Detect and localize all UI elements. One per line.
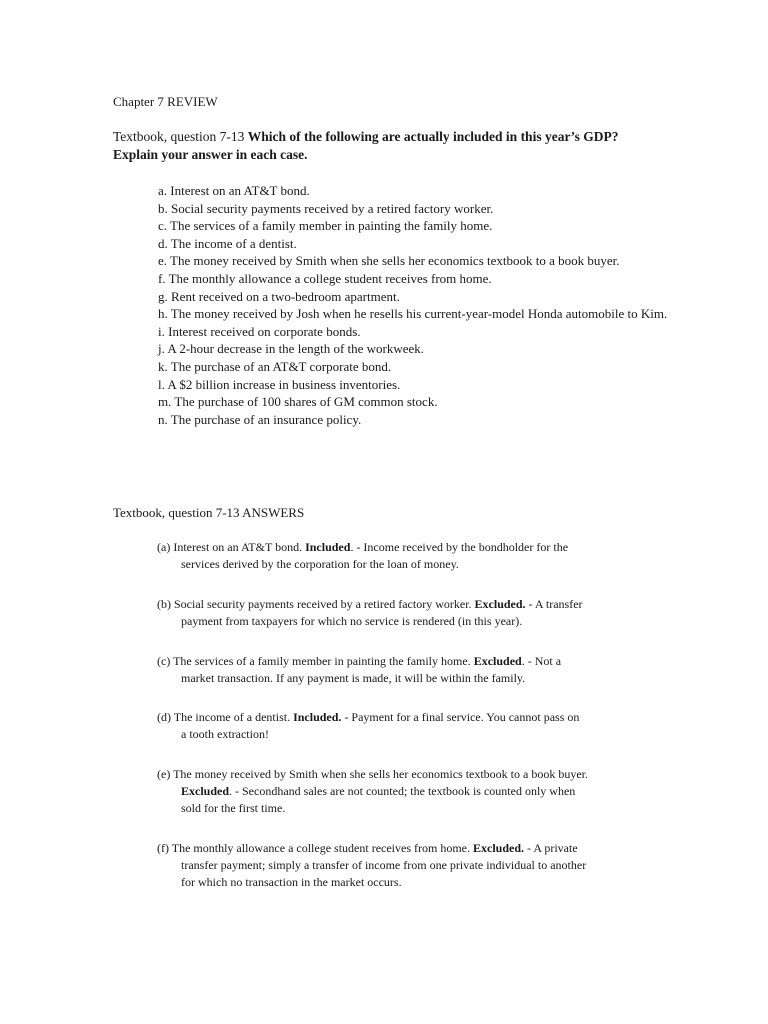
answer-continuation: a tooth extraction! [181, 727, 269, 741]
option-item: a. Interest on an AT&T bond. [158, 183, 310, 198]
answer-f [157, 840, 647, 891]
answer-continuation: transfer payment; simply a transfer of income from one private individual to another [181, 858, 587, 872]
answer-text: . - Income received by the bondholder for the [350, 540, 569, 554]
option-item: c. The services of a family member in painting the family home. [158, 218, 493, 234]
option-item: h. The money received by Josh when he resells his current-year-model Honda automobile to Kim. [158, 306, 668, 322]
question-prompt [113, 128, 653, 164]
answer-text: . - Secondhand sales are not counted; the textbook is counted only when [229, 784, 576, 798]
option-item: e. The money received by Smith when she sells her economics textbook to a book buyer. [158, 253, 620, 269]
option-item: n. The purchase of an insurance policy. [158, 411, 362, 427]
answer-text: (c) The services of a family member in painting the family home. [157, 654, 474, 668]
option-item: k. The purchase of an AT&T corporate bond. [158, 358, 392, 374]
option-item: m. The purchase of 100 shares of GM common stock. [158, 394, 438, 410]
chapter-heading: Chapter 7 REVIEW [113, 94, 218, 109]
answer-a [157, 539, 647, 573]
answer-e [157, 766, 647, 817]
answer-verdict: Excluded [181, 784, 230, 798]
answer-continuation [157, 783, 647, 800]
option-item: f. The monthly allowance a college student receives from home. [158, 270, 492, 286]
option-item: d. The income of a dentist. [158, 235, 297, 251]
answer-verdict: Included. [293, 710, 342, 724]
answer-b [157, 596, 647, 630]
option-item: b. Social security payments received by a retired factory worker. [158, 200, 494, 216]
answer-text: - A private [524, 841, 578, 855]
answer-verdict: Excluded. [473, 841, 525, 855]
option-item: g. Rent received on a two-bedroom apartment. [158, 288, 400, 304]
answer-text: (d) The income of a dentist. [157, 710, 294, 724]
answer-verdict: Excluded. [474, 597, 526, 611]
answer-text: - A transfer [525, 597, 583, 611]
answer-continuation: market transaction. If any payment is made, it will be within the family. [181, 671, 526, 685]
answers-heading: Textbook, question 7-13 ANSWERS [113, 505, 305, 520]
answer-text: - Payment for a final service. You cannot pass on [341, 710, 580, 724]
answer-c [157, 653, 647, 687]
answer-verdict: Included [305, 540, 351, 554]
answer-text: (f) The monthly allowance a college student receives from home. [157, 841, 473, 855]
answer-continuation: for which no transaction in the market occurs. [181, 875, 402, 889]
answer-continuation: services derived by the corporation for the loan of money. [181, 557, 459, 571]
answer-text: (b) Social security payments received by a retired factory worker. [157, 597, 475, 611]
answer-continuation: sold for the first time. [181, 801, 286, 815]
answer-text: (a) Interest on an AT&T bond. [157, 540, 306, 554]
answer-continuation: payment from taxpayers for which no service is rendered (in this year). [181, 614, 523, 628]
answer-d [157, 709, 647, 743]
option-item: i. Interest received on corporate bonds. [158, 323, 361, 339]
option-item: j. A 2-hour decrease in the length of the workweek. [158, 341, 425, 357]
question-bold-text: Which of the following are actually included in this year’s GDP? Explain your answer in each case. [113, 129, 619, 162]
question-prefix: Textbook, question 7-13 [113, 129, 248, 144]
option-item: l. A $2 billion increase in business inventories. [158, 376, 401, 392]
answer-verdict: Excluded [473, 654, 522, 668]
answer-text: (e) The money received by Smith when she sells her economics textbook to a book buyer. [157, 767, 589, 781]
answer-text: . - Not a [521, 654, 562, 668]
options-list [158, 182, 668, 428]
